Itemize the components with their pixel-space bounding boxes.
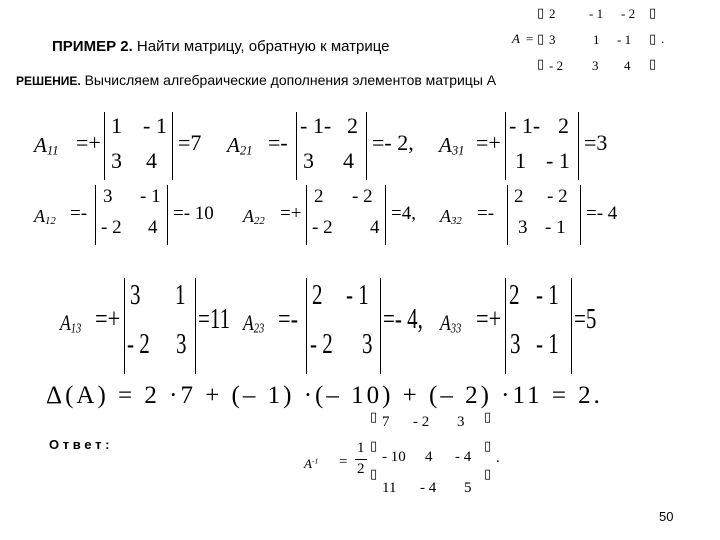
cofactor-symbol: $A_{33}$ — [440, 310, 462, 336]
example-heading — [52, 38, 390, 55]
matrix-a-end: . — [661, 31, 665, 46]
determinant-line: Δ(A) = 2 ·7 + (– 1) ·(– 10) + (– 2) ·11 = 2. — [46, 382, 603, 409]
cofactor-sign: =+ — [76, 130, 101, 155]
det-cell: - 1 — [536, 329, 559, 360]
det-bar-right — [195, 278, 196, 374]
cofactor-sign: =+ — [476, 304, 502, 335]
inverse-left-bracket-bot: ▯ — [370, 467, 378, 482]
det-cell: 3 — [518, 217, 528, 238]
page-number: 50 — [659, 509, 674, 524]
solution-label: РЕШЕНИЕ. — [16, 74, 81, 88]
inverse-cell: 3 — [457, 414, 465, 430]
fraction-numerator: 1 — [357, 440, 365, 456]
det-cell: - 1 — [143, 113, 167, 138]
det-bar-right — [366, 112, 367, 180]
inverse-cell: 4 — [425, 449, 433, 465]
det-cell: - 1 — [140, 186, 161, 207]
det-bar-left — [505, 278, 506, 374]
det-cell: 4 — [343, 148, 354, 173]
det-cell: - 1 — [346, 280, 369, 311]
det-cell: - 2 — [312, 217, 333, 238]
det-cell: 2 — [514, 186, 524, 207]
det-cell: 4 — [370, 217, 380, 238]
solution-line — [16, 72, 496, 88]
det-cell: 1 — [111, 113, 122, 138]
det-bar-left — [306, 278, 307, 374]
matrix-a-cell: - 2 — [549, 58, 564, 73]
inverse-cell: - 2 — [413, 414, 430, 430]
cofactor-symbol: $A_{32}$ — [440, 206, 462, 228]
det-bar-left — [296, 112, 297, 180]
example-label: ПРИМЕР 2. — [52, 38, 133, 55]
inverse-cell: 5 — [464, 480, 472, 496]
cofactor-result: =- 4 — [586, 203, 618, 224]
det-cell: 3 — [111, 148, 122, 173]
det-cell: 3 — [176, 329, 187, 360]
det-cell: 2 — [312, 280, 323, 311]
cofactor-symbol: $A_{22}$ — [243, 206, 265, 228]
det-bar-left — [104, 112, 105, 180]
matrix-a-cell: 2 — [549, 6, 556, 21]
det-cell: 4 — [148, 217, 158, 238]
det-cell: 3 — [510, 329, 521, 360]
inverse-cell: 7 — [382, 414, 390, 430]
cofactor-sign: =+ — [95, 304, 121, 335]
det-cell: 2 — [314, 186, 324, 207]
inverse-right-bracket-top: ▯ — [484, 410, 492, 425]
matrix-a-cell: - 1 — [589, 6, 604, 21]
fraction-denominator: 2 — [357, 461, 365, 477]
matrix-a-cell: 3 — [592, 58, 599, 73]
det-cell: 4 — [146, 148, 157, 173]
det-bar-left — [505, 112, 506, 180]
inverse-cell: - 4 — [455, 449, 472, 465]
matrix-a-right-bracket-top: ▯ — [649, 6, 657, 21]
cofactor-symbol: $A_{23}$ — [243, 310, 265, 336]
det-cell: 3 — [362, 329, 373, 360]
det-bar-left — [124, 278, 125, 374]
det-bar-right — [385, 185, 386, 245]
answer-label: О т в е т : — [49, 437, 110, 452]
matrix-a-cell: 3 — [549, 32, 556, 47]
det-cell: - 1 — [536, 280, 559, 311]
matrix-a-right-bracket-mid: ▯ — [649, 32, 657, 47]
det-bar-left — [306, 185, 307, 245]
inverse-left-bracket-mid: ▯ — [370, 439, 378, 454]
det-cell: - 2 — [547, 186, 568, 207]
det-cell: 2 — [558, 113, 569, 138]
det-bar-right — [580, 185, 581, 245]
cofactor-result: =4, — [391, 203, 416, 224]
cofactor-result: =- 4, — [383, 304, 423, 335]
det-cell: - 1- — [509, 113, 541, 138]
cofactor-symbol: $A_{21}$ — [227, 133, 253, 158]
matrix-a-name: A — [512, 31, 520, 46]
solution-text: Вычисляем алгебраические дополнения элементов матрицы А — [84, 72, 497, 88]
cofactor-sign: =- — [268, 130, 288, 155]
cofactor-result: =- 10 — [173, 203, 214, 224]
inverse-cell: - 10 — [382, 449, 406, 465]
cofactor-sign: =+ — [280, 203, 302, 224]
det-cell: 3 — [303, 148, 314, 173]
matrix-a-right-bracket-bot: ▯ — [649, 57, 657, 72]
cofactor-sign: =- — [278, 304, 299, 335]
inverse-cell: 11 — [382, 480, 397, 496]
cofactor-sign: =- — [70, 203, 88, 224]
cofactor-result: =11 — [198, 304, 231, 335]
inverse-eq: = — [339, 454, 348, 470]
det-cell: - 1 — [545, 217, 566, 238]
cofactor-symbol: $A_{11}$ — [34, 133, 59, 158]
cofactor-result: =7 — [178, 130, 202, 155]
inverse-symbol: $A^{-1}$ — [304, 456, 319, 471]
det-bar-right — [578, 112, 579, 180]
matrix-a-left-bracket-bot: ▯ — [537, 57, 545, 72]
det-cell: - 2 — [127, 329, 150, 360]
inverse-right-bracket-bot: ▯ — [484, 467, 492, 482]
det-cell: 3 — [130, 280, 141, 311]
matrix-a-cell: - 2 — [621, 6, 636, 21]
matrix-a-eq: = — [526, 31, 534, 46]
cofactor-result: =5 — [574, 304, 597, 335]
det-cell: 2 — [347, 113, 358, 138]
det-bar-right — [172, 112, 173, 180]
matrix-a-left-bracket-top: ▯ — [537, 6, 545, 21]
det-bar-right — [380, 278, 381, 374]
cofactor-sign: =- — [477, 203, 495, 224]
cofactor-symbol: $A_{31}$ — [439, 133, 465, 158]
matrix-a-left-bracket-mid: ▯ — [537, 32, 545, 47]
det-cell: 1 — [515, 148, 526, 173]
inverse-right-bracket-mid: ▯ — [484, 439, 492, 454]
matrix-a-cell: - 1 — [617, 32, 632, 47]
inverse-cell: - 4 — [420, 480, 437, 496]
det-cell: - 1 — [546, 148, 570, 173]
example-text: Найти матрицу, обратную к матрице — [136, 38, 390, 55]
cofactor-sign: =+ — [476, 130, 501, 155]
det-bar-right — [167, 185, 168, 245]
inverse-left-bracket-top: ▯ — [370, 410, 378, 425]
det-bar-right — [571, 278, 572, 374]
det-cell: - 2 — [101, 217, 122, 238]
det-bar-left — [95, 185, 96, 245]
det-cell: - 2 — [352, 186, 373, 207]
det-cell: - 1- — [300, 113, 332, 138]
det-cell: 2 — [509, 280, 520, 311]
cofactor-symbol: $A_{13}$ — [60, 310, 82, 336]
cofactor-symbol: $A_{12}$ — [34, 206, 56, 228]
cofactor-result: =- 2, — [372, 130, 414, 155]
det-cell: 1 — [175, 280, 186, 311]
inverse-end: . — [496, 450, 500, 466]
matrix-a-cell: 1 — [593, 32, 600, 47]
fraction-bar — [355, 459, 367, 460]
matrix-a-cell: 4 — [624, 58, 631, 73]
det-bar-left — [507, 185, 508, 245]
cofactor-result: =3 — [584, 130, 608, 155]
det-cell: - 2 — [310, 329, 333, 360]
det-cell: 3 — [103, 186, 113, 207]
